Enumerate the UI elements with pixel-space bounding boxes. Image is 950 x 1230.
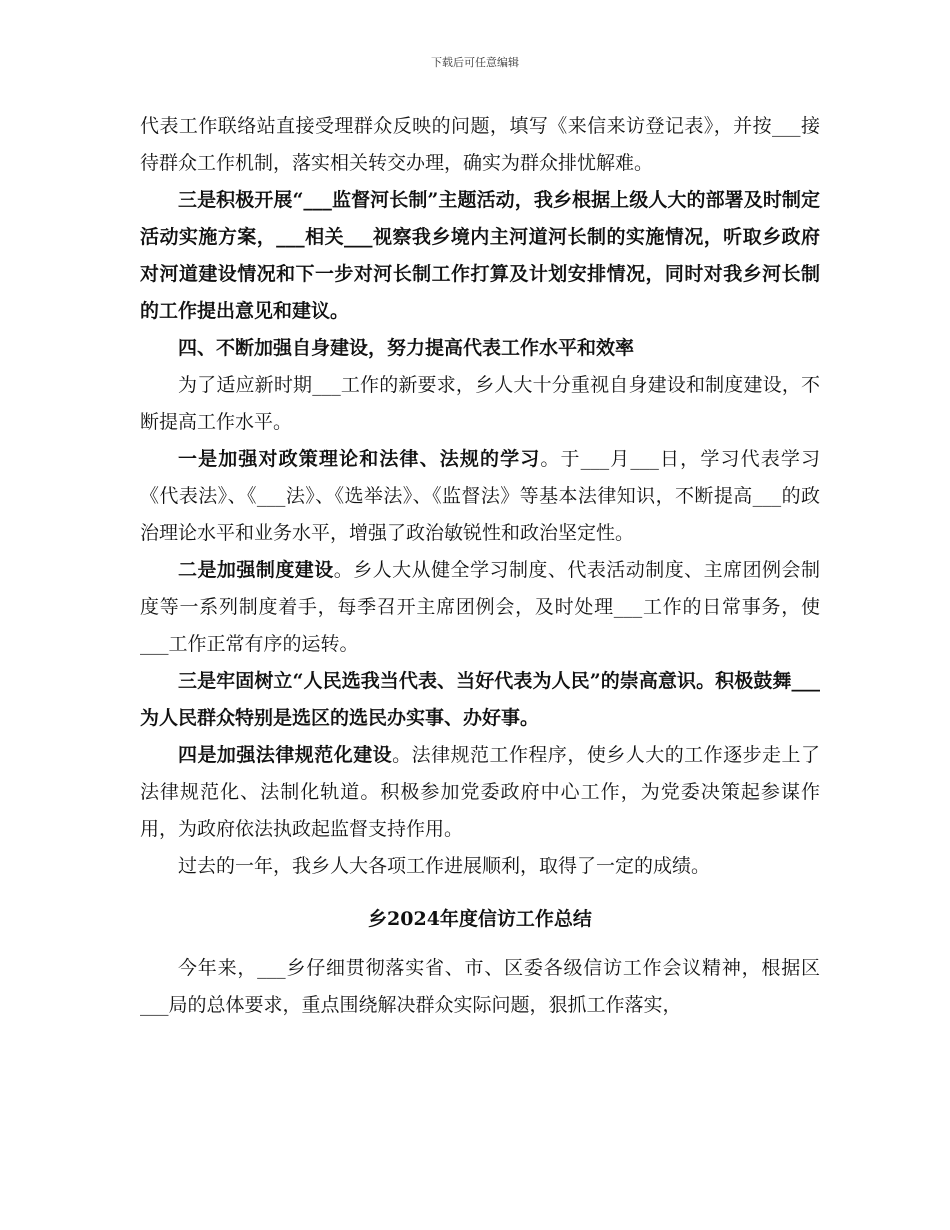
paragraph-6-lead: 二是加强制度建设 (178, 559, 334, 581)
document-body (140, 108, 820, 1024)
paragraph-9-text: 过去的一年，我乡人大各项工作进展顺利，取得了一定的成绩。 (178, 855, 711, 877)
paragraph-9 (140, 848, 820, 885)
paragraph-6 (140, 552, 820, 663)
paragraph-6-text: 。乡人大从健全学习制度、代表活动制度、主席团例会制度等一系列制度着手，每季召开主席团例会，及时处理___工作的日常事务，使___工作正常有序的运转。 (140, 559, 820, 655)
section-heading-4-text: 四、不断加强自身建设，努力提高代表工作水平和效率 (178, 337, 635, 359)
paragraph-4-text: 为了适应新时期___工作的新要求，乡人大十分重视自身建设和制度建设，不断提高工作水平。 (140, 374, 820, 433)
paragraph-2-lead: 三是积极开展“___监督河长制”主题活动，我乡根据上级人大的部署及时制定活动实施方案，___相关___视察我乡境内主河道河长制的实施情况，听取乡政府对河道建设情况和下一步对河长制工作打算及计划安排情况，同时对我乡河长制的工作提出意见和建议。 (140, 189, 820, 322)
page-header-note: 下载后可任意编辑 (431, 56, 519, 69)
paragraph-7 (140, 663, 820, 737)
paragraph-1-text: 代表工作联络站直接受理群众反映的问题，填写《来信来访登记表》，并按___接待群众工作机制，落实相关转交办理，确实为群众排忧解难。 (140, 115, 820, 174)
paragraph-7-lead: 三是牢固树立“人民选我当代表、当好代表为人民”的崇高意识。积极鼓舞___为人民群众特别是选区的选民办实事、办好事。 (140, 670, 820, 729)
paragraph-5-lead: 一是加强对政策理论和法律、法规的学习 (178, 448, 541, 470)
paragraph-5-text: 。于___月___日，学习代表学习《代表法》、《___法》、《选举法》、《监督法》等基本法律知识，不断提高___的政治理论水平和业务水平，增强了政治敏锐性和政治坚定性。 (140, 448, 820, 544)
section-title: 乡2024年度信访工作总结 (368, 908, 592, 930)
closing-paragraph (140, 950, 820, 1024)
section-heading-4 (140, 330, 820, 367)
paragraph-2 (140, 182, 820, 330)
paragraph-8 (140, 737, 820, 848)
paragraph-5 (140, 441, 820, 552)
paragraph-4 (140, 367, 820, 441)
paragraph-8-lead: 四是加强法律规范化建设 (178, 744, 393, 766)
paragraph-1 (140, 108, 820, 182)
closing-paragraph-text: 今年来，___乡仔细贯彻落实省、市、区委各级信访工作会议精神，根据区___局的总体要求，重点围绕解决群众实际问题，狠抓工作落实， (140, 957, 820, 1016)
paragraph-8-text: 。法律规范工作程序，使乡人大的工作逐步走上了法律规范化、法制化轨道。积极参加党委政府中心工作，为党委决策起参谋作用，为政府依法执政起监督支持作用。 (140, 744, 820, 840)
